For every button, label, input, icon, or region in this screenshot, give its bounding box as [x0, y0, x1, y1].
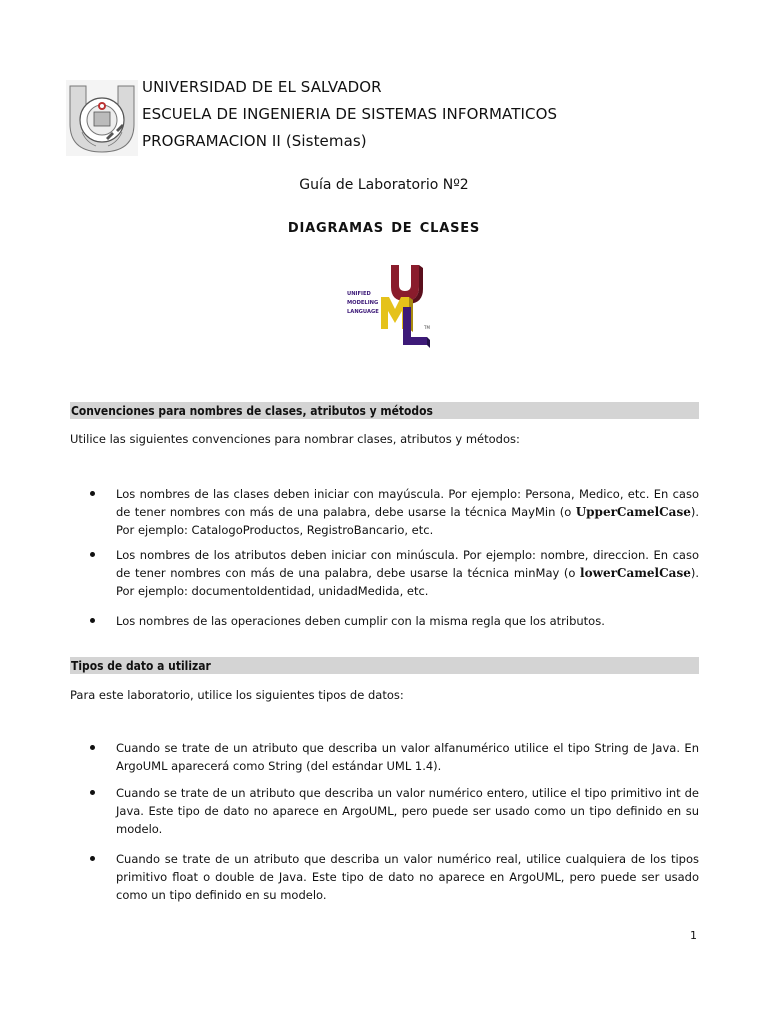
uml-word-modeling: MODELING: [347, 300, 379, 306]
bullet-icon: [90, 618, 95, 623]
bullet-icon: [90, 745, 95, 750]
list-item-operation-names: Los nombres de las operaciones deben cumplir con la misma regla que los atributos.: [116, 614, 605, 628]
document-title: DIAGRAMAS DE CLASES: [287, 221, 481, 236]
list-item-real-type: Cuando se trate de un atributo que describa un valor numérico real, utilice cualquiera de los tipos primitivo float o double de Java. Este tipo de dato no aparece en ArgoUML, pero puede ser usado como un tipo definido en su modelo.: [116, 852, 699, 902]
camel-case-term: UpperCamelCase: [575, 505, 691, 519]
section-bar-conventions: [70, 402, 699, 419]
camel-case-term: lowerCamelCase: [580, 566, 691, 580]
university-logo: [66, 80, 138, 156]
list-item-string-type: Cuando se trate de un atributo que describa un valor alfanumérico utilice el tipo String de Java. En ArgoUML aparecerá como String (del estándar UML 1.4).: [116, 741, 699, 773]
uml-logo: [343, 263, 431, 349]
section-intro-data-types: Para este laboratorio, utilice los siguientes tipos de datos:: [70, 688, 404, 702]
list-item-class-names: Los nombres de las clases deben iniciar con mayúscula. Por ejemplo: Persona, Medico, etc. En caso de tener nombres con más de una palabra, debe usarse la técnica MayMin (o UpperCamelCase). Por ejemplo: CatalogoProductos, RegistroBancario, etc.: [116, 487, 699, 537]
uml-trademark: TM: [424, 325, 430, 330]
section-intro-conventions: Utilice las siguientes convenciones para nombrar clases, atributos y métodos:: [70, 432, 520, 446]
page-number: 1: [690, 929, 697, 942]
section-title-data-types: Tipos de dato a utilizar: [71, 658, 211, 673]
uml-word-language: LANGUAGE: [347, 309, 379, 315]
school-name: ESCUELA DE INGENIERIA DE SISTEMAS INFORMATICOS: [142, 105, 558, 123]
uml-word-unified: UNIFIED: [347, 291, 371, 297]
bullet-icon: [90, 552, 95, 557]
course-name: PROGRAMACION II (Sistemas): [142, 132, 367, 150]
section-title-conventions: Convenciones para nombres de clases, atributos y métodos: [71, 403, 433, 418]
list-item-attribute-names: Los nombres de los atributos deben iniciar con minúscula. Por ejemplo: nombre, direccion. En caso de tener nombres con más de una palabra, debe usarse la técnica minMay (o lowerCamelCase). Por ejemplo: documentoIdentidad, unidadMedida, etc.: [116, 548, 699, 598]
section-bar-data-types: [70, 657, 699, 674]
lab-guide-number: Guía de Laboratorio Nº2: [299, 177, 469, 193]
bullet-icon: [90, 491, 95, 496]
bullet-icon: [90, 790, 95, 795]
bullet-icon: [90, 856, 95, 861]
list-item-int-type: Cuando se trate de un atributo que describa un valor numérico entero, utilice el tipo primitivo int de Java. Este tipo de dato no aparece en ArgoUML, pero puede ser usado como un tipo definido en su modelo.: [116, 786, 699, 836]
university-name: UNIVERSIDAD DE EL SALVADOR: [142, 78, 382, 96]
